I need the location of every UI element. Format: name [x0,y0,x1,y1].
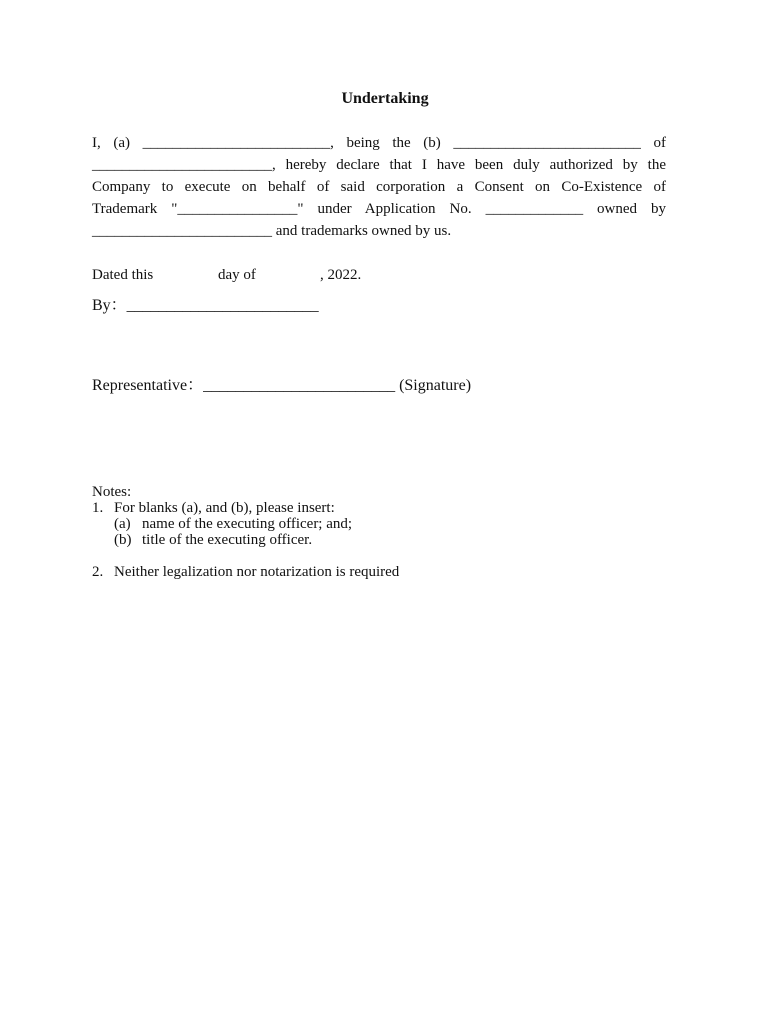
document-title: Undertaking [341,90,429,107]
note-1-sub-a [114,516,352,532]
representative-signature-line: Representative：________________________ (Signature) [92,377,472,394]
note-2-number: 2. [92,564,104,580]
note-1-sub-b-text: title of the executing officer. [142,532,313,548]
dated-year: , 2022. [320,267,362,283]
paragraph-line-4: Trademark "________________" under Application No. _____________ owned by [92,201,666,217]
note-1-text: For blanks (a), and (b), please insert: [114,500,335,516]
paragraph-line-3: Company to execute on behalf of said corporation a Consent on Co-Existence of [92,179,666,195]
note-1-number: 1. [92,500,104,516]
paragraph-line-1: I, (a) _________________________, being the (b) _________________________ of [92,135,666,151]
note-item-1 [92,500,335,516]
by-signature-line: By：________________________ [92,297,319,314]
paragraph-line-2: ________________________, hereby declare that I have been duly authorized by the [92,157,666,173]
dated-label: Dated this [92,267,154,283]
note-2-text: Neither legalization nor notarization is required [114,564,400,580]
note-1-sub-b-label: (b) [114,532,132,548]
note-1-sub-b [114,532,312,548]
notes-heading: Notes: [92,484,132,500]
note-1-sub-a-text: name of the executing officer; and; [142,516,353,532]
paragraph-line-5: ________________________ and trademarks owned by us. [92,223,452,239]
dated-day-of: day of [218,267,256,283]
note-1-sub-a-label: (a) [114,516,131,532]
note-item-2 [92,564,399,580]
